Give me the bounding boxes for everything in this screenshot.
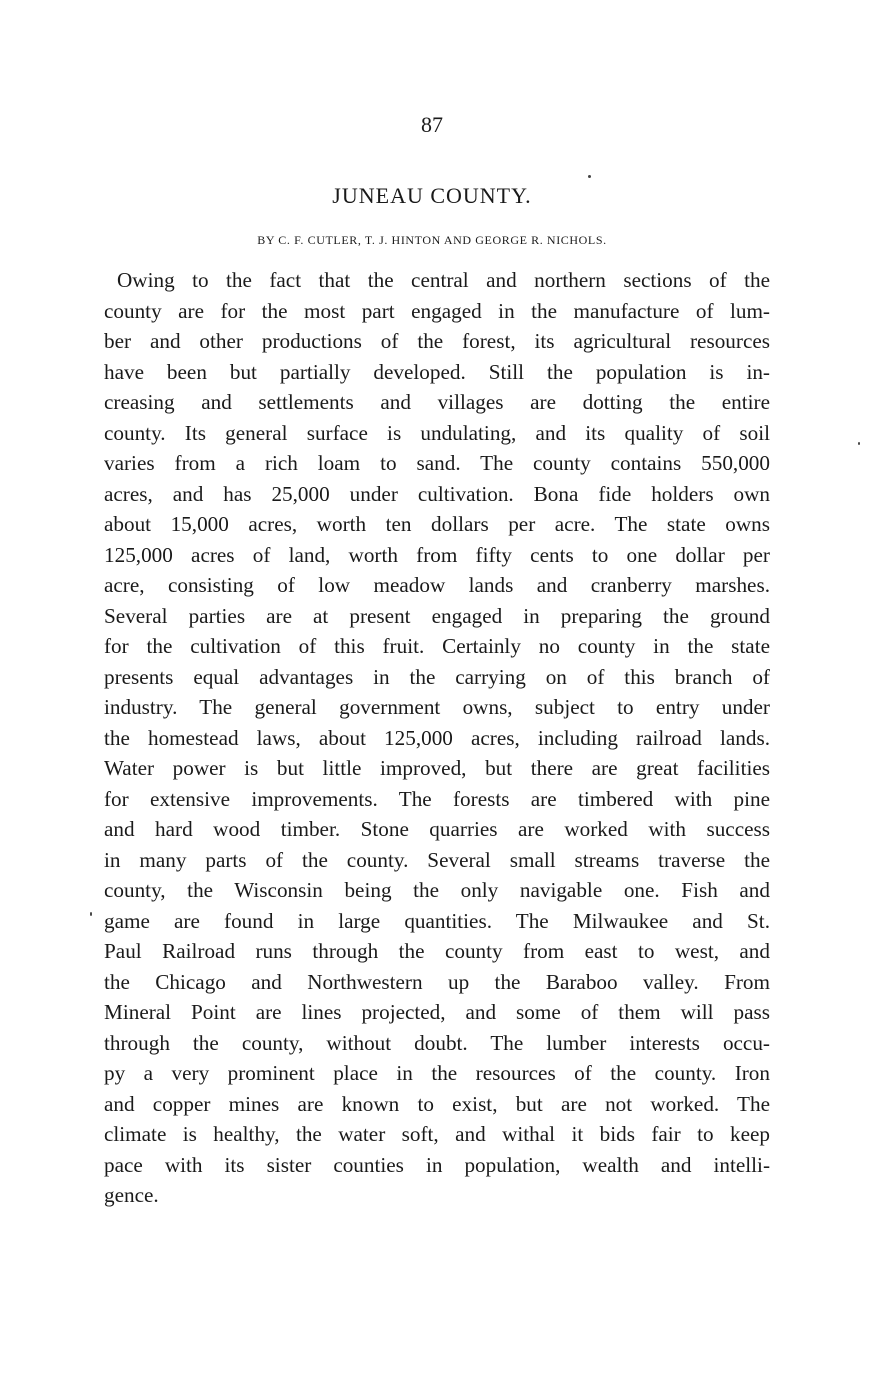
text-line: py a very prominent place in the resources of the county. Iron <box>104 1061 770 1085</box>
text-line: acre, consisting of low meadow lands and cranberry marshes. <box>104 573 770 597</box>
text-line: and copper mines are known to exist, but are not worked. The <box>104 1091 770 1116</box>
text-line: for extensive improvements. The forests are timbered with pine <box>104 786 770 811</box>
text-line: climate is healthy, the water soft, and withal it bids fair to keep <box>104 1122 770 1146</box>
text-line: pace with its sister counties in population, wealth and intelli- <box>104 1152 770 1177</box>
text-line: about 15,000 acres, worth ten dollars per acre. The state owns <box>104 512 770 536</box>
text-line: creasing and settlements and villages are dotting the entire <box>104 390 770 414</box>
text-line: through the county, without doubt. The lumber interests occu- <box>104 1030 770 1055</box>
text-line: Paul Railroad runs through the county from east to west, and <box>104 939 770 963</box>
print-speck <box>90 912 92 916</box>
text-line: and hard wood timber. Stone quarries are worked with success <box>104 817 770 841</box>
text-line: for the cultivation of this fruit. Certainly no county in the state <box>104 634 770 658</box>
text-line: acres, and has 25,000 under cultivation. Bona fide holders own <box>104 481 770 506</box>
text-line: have been but partially developed. Still the population is in- <box>104 359 770 384</box>
byline: BY C. F. CUTLER, T. J. HINTON AND GEORGE R. NICHOLS. <box>257 233 607 247</box>
text-line: county. Its general surface is undulating, and its quality of soil <box>104 420 770 445</box>
body-paragraph <box>104 265 770 1211</box>
text-line: the Chicago and Northwestern up the Baraboo valley. From <box>104 969 770 994</box>
text-line: Mineral Point are lines projected, and some of them will pass <box>104 1000 770 1024</box>
text-line: varies from a rich loam to sand. The county contains 550,000 <box>104 451 770 475</box>
page-number: 87 <box>421 112 443 137</box>
text-line: Several parties are at present engaged in preparing the ground <box>104 603 770 628</box>
text-line: gence. <box>104 1183 159 1207</box>
text-line: in many parts of the county. Several small streams traverse the <box>104 847 770 872</box>
text-line: county, the Wisconsin being the only navigable one. Fish and <box>104 878 770 902</box>
print-speck <box>858 442 860 445</box>
text-line: ber and other productions of the forest, its agricultural resources <box>104 329 770 353</box>
text-line: industry. The general government owns, subject to entry under <box>104 695 770 719</box>
page-title: JUNEAU COUNTY. <box>332 183 532 208</box>
text-line: the homestead laws, about 125,000 acres, including railroad lands. <box>104 725 770 750</box>
text-line: presents equal advantages in the carrying on of this branch of <box>104 664 770 689</box>
text-line: county are for the most part engaged in the manufacture of lum- <box>104 298 770 323</box>
print-speck <box>588 175 591 178</box>
text-line: Owing to the fact that the central and northern sections of the <box>117 268 770 292</box>
text-line: Water power is but little improved, but there are great facilities <box>104 756 770 780</box>
text-line: game are found in large quantities. The Milwaukee and St. <box>104 908 770 933</box>
text-line: 125,000 acres of land, worth from fifty cents to one dollar per <box>104 542 770 567</box>
